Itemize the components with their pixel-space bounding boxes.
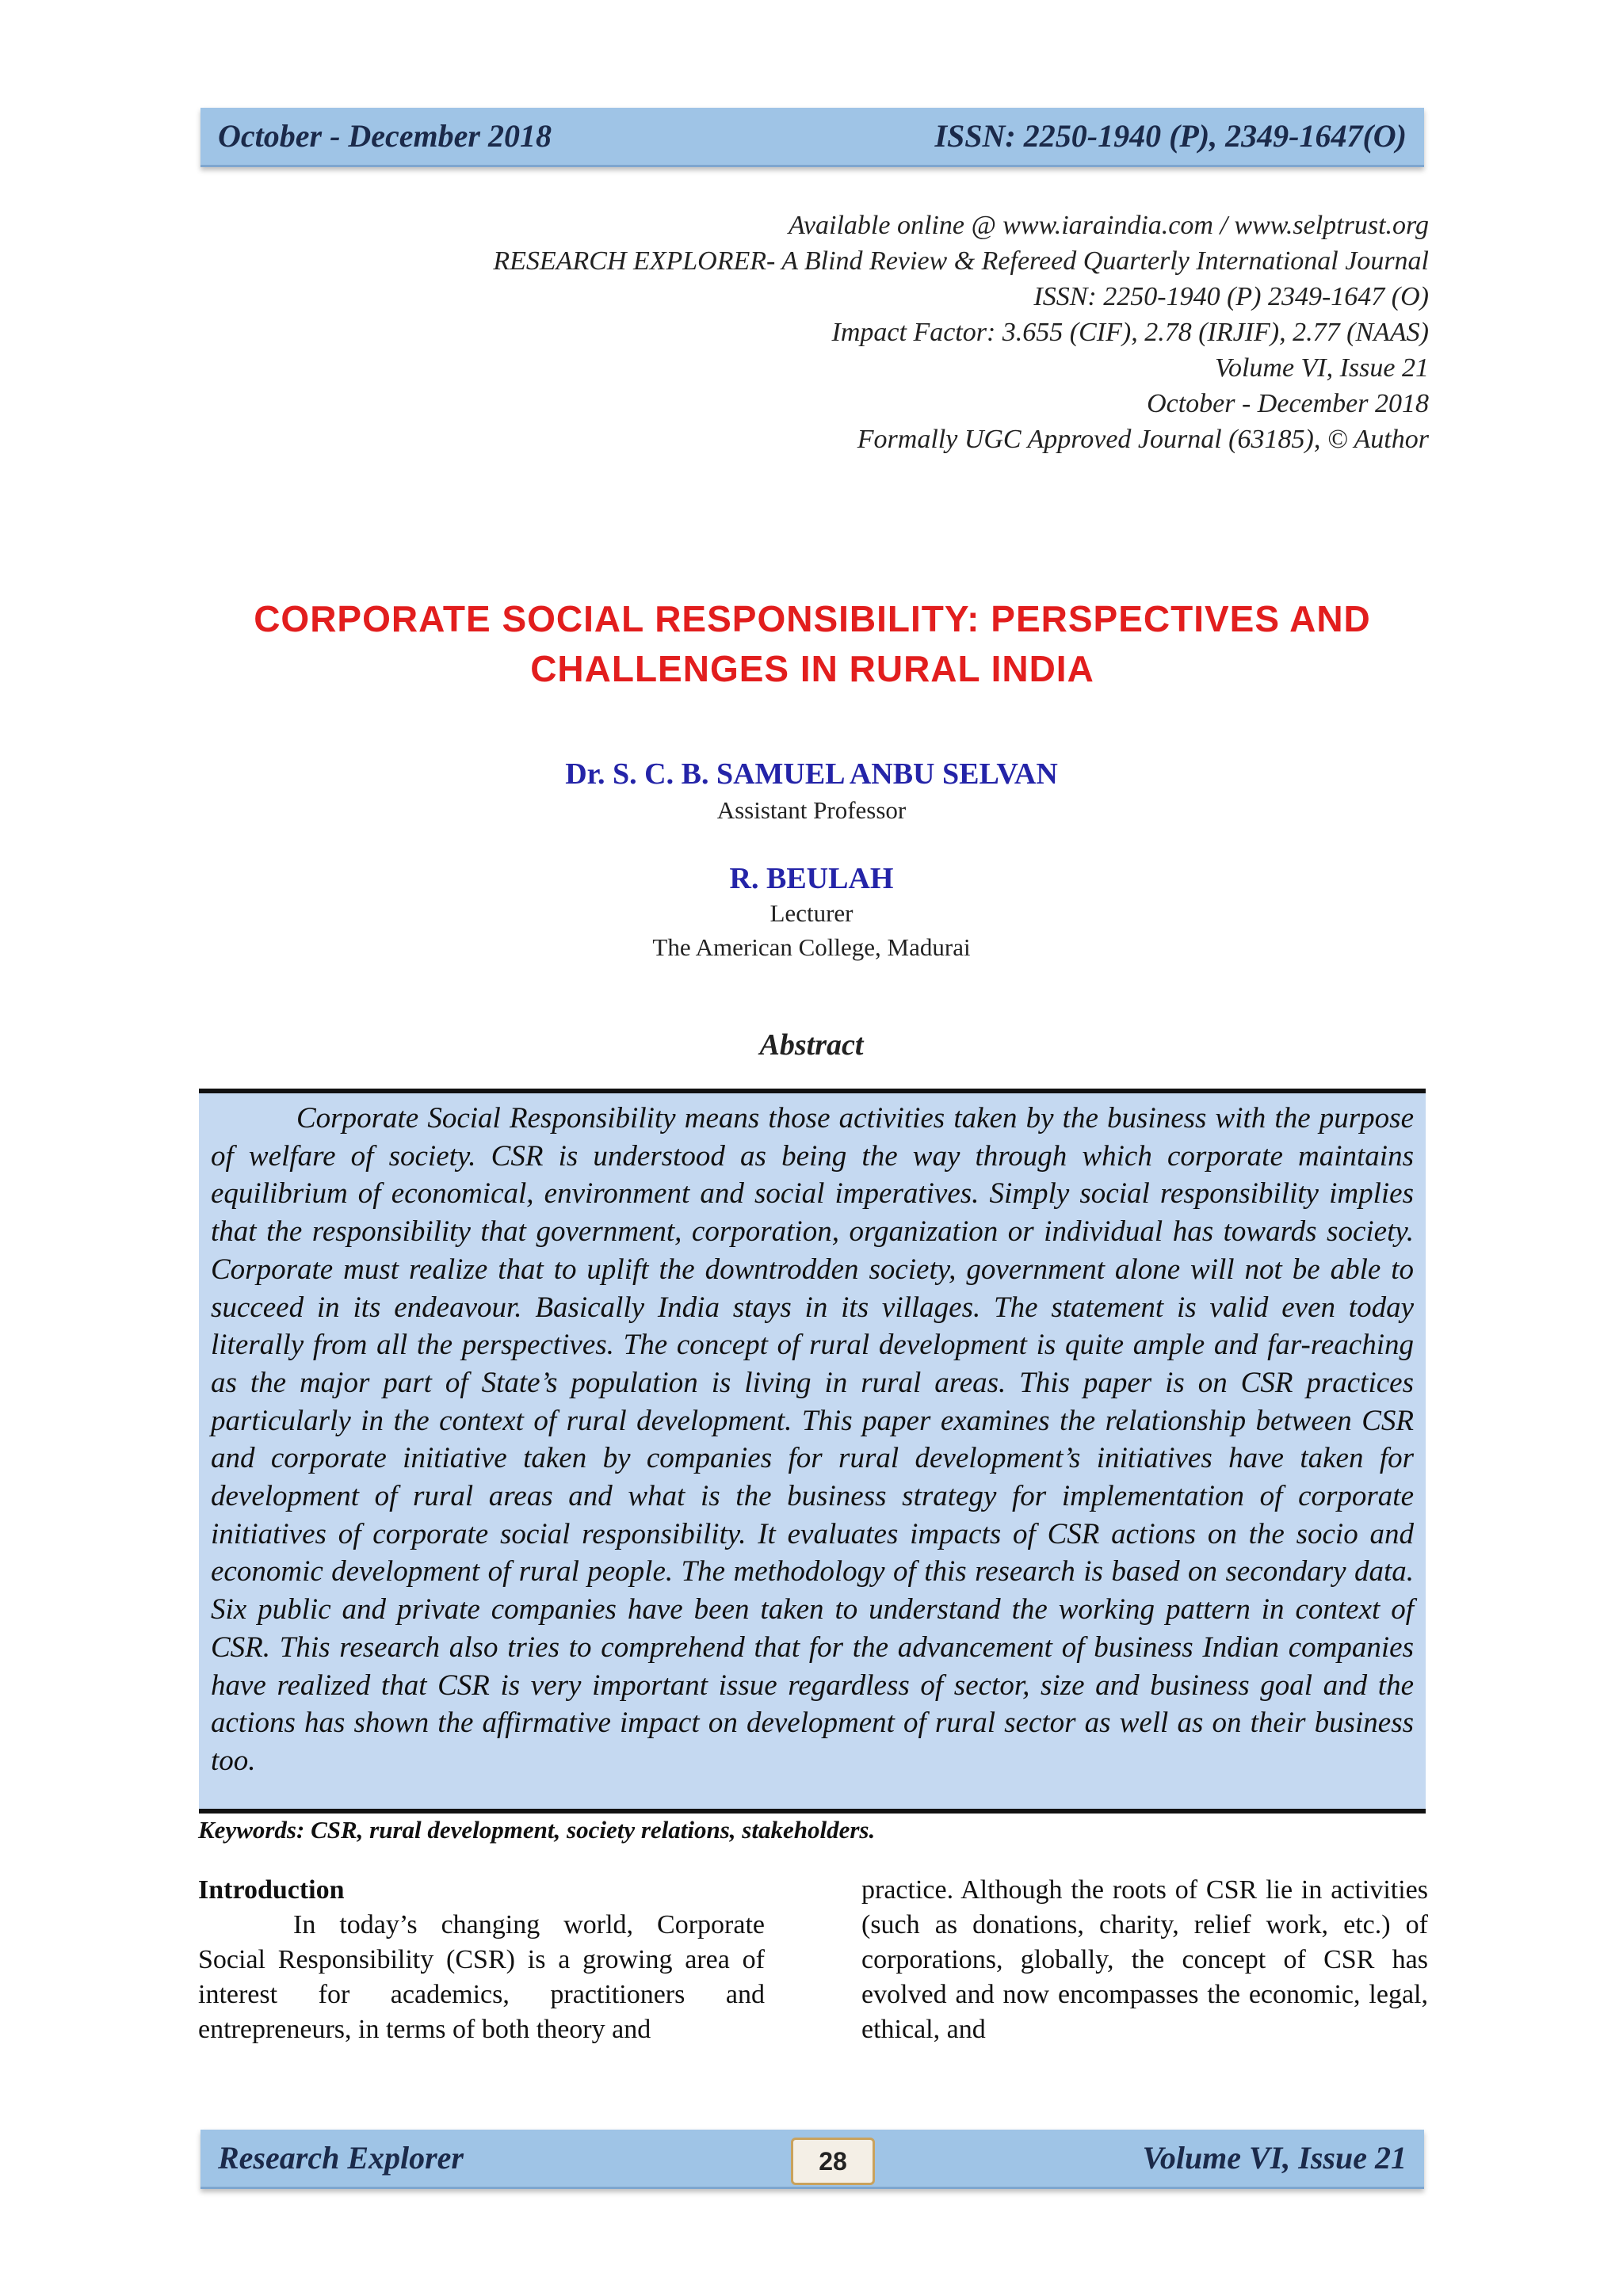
journal-info-line: ISSN: 2250-1940 (P) 2349-1647 (O): [1033, 282, 1429, 311]
journal-info-line: Impact Factor: 3.655 (CIF), 2.78 (IRJIF), 2.77 (NAAS): [831, 318, 1429, 347]
header-period: October - December 2018: [218, 118, 552, 154]
header-issn: ISSN: 2250-1940 (P), 2349-1647(O): [934, 118, 1407, 154]
journal-info: [493, 208, 1429, 457]
author-name: R. BEULAH: [729, 862, 894, 895]
body-paragraph: practice. Although the roots of CSR lie in activities (such as donations, charity, relief work, etc.) of corporations, globally, the concept of CSR has evolved and now encompasses the economic, legal, ethical, and: [861, 1875, 1428, 2044]
journal-info-line: RESEARCH EXPLORER- A Blind Review & Refereed Quarterly International Journal: [493, 246, 1429, 276]
journal-info-line: Formally UGC Approved Journal (63185), © Author: [857, 425, 1429, 454]
paper-title-line: CORPORATE SOCIAL RESPONSIBILITY: PERSPECTIVES AND: [254, 598, 1371, 639]
body-paragraph: In today’s changing world, Corporate Social Responsibility (CSR) is a growing area of interest for academics, practitioners and entrepreneurs, in terms of both theory and: [198, 1910, 765, 2044]
journal-info-line: Available online @ www.iaraindia.com / www.selptrust.org: [789, 211, 1429, 240]
header-band: [200, 108, 1424, 167]
author-role: Assistant Professor: [716, 796, 907, 824]
abstract-text: Corporate Social Responsibility means those activities taken by the business with the purpose of welfare of society. CSR is understood as being the way through which corporate maintains equilibrium of economical, environment and social imperatives. Simply social responsibility implies that the responsibility that government, corporation, organization or individual has towards society. Corporate must realize that to uplift the downtrodden society, government alone will not be able to succeed in its endeavour. Basically India stays in its villages. The statement is valid even today literally from all the perspectives. The concept of rural development is quite ample and far-reaching as the major part of State’s population is living in rural areas. This paper is on CSR practices particularly in the context of rural development. This paper examines the relationship between CSR and corporate initiative taken by companies for rural development’s initiatives have taken for development of rural areas and what is the business strategy for implementation of corporate initiatives of corporate social responsibility. It evaluates impacts of CSR actions on the socio and economic development of rural people. The methodology of this research is based on secondary data. Six public and private companies have been taken to understand the working pattern in context of CSR. This research also tries to comprehend that for the advancement of business Indian companies have realized that CSR is very important issue regardless of sector, size and business goal and the actions has shown the affirmative impact on development of rural sector as well as on their business too.: [211, 1102, 1414, 1777]
footer-volume: Volume VI, Issue 21: [1142, 2140, 1407, 2176]
keywords: Keywords: CSR, rural development, society relations, stakeholders.: [198, 1816, 876, 1844]
left-column: [198, 1873, 765, 2047]
author-affiliation: The American College, Madurai: [652, 933, 971, 961]
abstract-heading: Abstract: [759, 1028, 864, 1062]
paper-title-line: CHALLENGES IN RURAL INDIA: [530, 648, 1094, 689]
paper-title: [200, 594, 1424, 694]
section-heading: Introduction: [198, 1875, 345, 1905]
journal-info-line: October - December 2018: [1147, 389, 1429, 418]
footer-band: [200, 2130, 1424, 2189]
author-role: Lecturer: [769, 899, 854, 927]
journal-info-line: Volume VI, Issue 21: [1214, 353, 1429, 383]
page-number: 28: [791, 2138, 875, 2185]
footer-journal: Research Explorer: [218, 2140, 464, 2176]
right-column: [861, 1873, 1428, 2047]
abstract-box: [199, 1089, 1426, 1814]
author-name: Dr. S. C. B. SAMUEL ANBU SELVAN: [565, 757, 1058, 791]
